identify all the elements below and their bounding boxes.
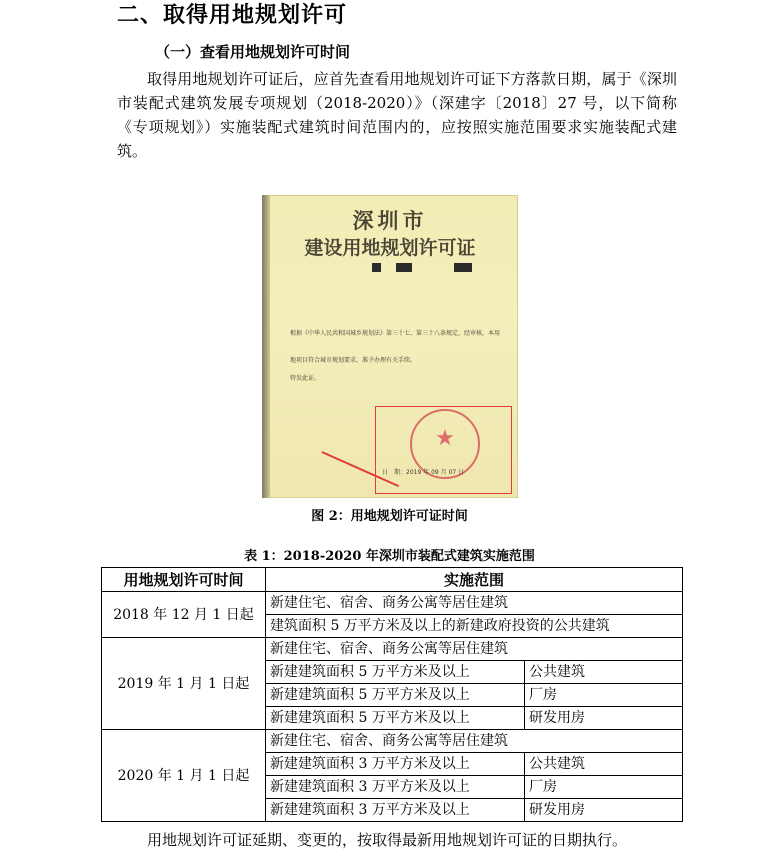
section-heading: 二、取得用地规划许可: [117, 3, 348, 28]
building-type-cell: 厂房: [525, 776, 683, 799]
table-header-row: [102, 568, 683, 592]
redaction-mark: [454, 263, 472, 272]
area-cell: 新建建筑面积 5 万平方米及以上: [266, 684, 525, 707]
subsection-heading: （一）查看用地规划许可时间: [155, 43, 351, 61]
date-cell: 2018 年 12 月 1 日起: [102, 592, 266, 638]
certificate-title: 建设用地规划许可证: [304, 237, 476, 259]
building-type-cell: 厂房: [525, 684, 683, 707]
certificate-photo: [262, 195, 518, 498]
column-header: 用地规划许可时间: [102, 568, 266, 592]
area-cell: 新建建筑面积 5 万平方米及以上: [266, 707, 525, 730]
date-cell: 2020 年 1 月 1 日起: [102, 730, 266, 822]
figure-caption: 图 2：用地规划许可证时间: [311, 509, 468, 524]
scope-cell: 新建住宅、宿舍、商务公寓等居住建筑: [266, 638, 683, 661]
table-row: [102, 730, 683, 753]
column-header: 实施范围: [266, 568, 683, 592]
table-title: 表 1：2018-2020 年深圳市装配式建筑实施范围: [244, 549, 535, 564]
building-type-cell: 研发用房: [525, 799, 683, 822]
footer-note: 用地规划许可证延期、变更的，按取得最新用地规划许可证的日期执行。: [147, 831, 628, 849]
redaction-mark: [396, 263, 412, 272]
table-row: [102, 638, 683, 661]
certificate-issue-text: 特发此证。: [290, 375, 321, 382]
table-row: [102, 592, 683, 615]
scope-cell: 建筑面积 5 万平方米及以上的新建政府投资的公共建筑: [266, 615, 683, 638]
implementation-scope-table: [101, 567, 683, 822]
building-type-cell: 研发用房: [525, 707, 683, 730]
certificate-body-text: 根据《中华人民共和国城乡规划法》第三十七、第三十八条规定，经审核，本用地项目符合城市规划要求，准予办理有关手续。: [290, 330, 501, 364]
building-type-cell: 公共建筑: [525, 661, 683, 684]
area-cell: 新建建筑面积 3 万平方米及以上: [266, 776, 525, 799]
certificate-date: 日 期：2019 年 09 月 07 日: [382, 469, 465, 476]
area-cell: 新建建筑面积 3 万平方米及以上: [266, 799, 525, 822]
date-highlight-box: [375, 406, 512, 494]
seal-star-icon: ★: [435, 426, 455, 451]
intro-paragraph: 取得用地规划许可证后，应首先查看用地规划许可证下方落款日期，属于《深圳市装配式建筑发展专项规划（2018-2020）》（深建字〔2018〕27 号，以下简称《专项规划》）实施装配式建筑时间范围内的，应按照实施范围要求实施装配式建筑。: [117, 70, 677, 160]
scope-cell: 新建住宅、宿舍、商务公寓等居住建筑: [266, 592, 683, 615]
scope-cell: 新建住宅、宿舍、商务公寓等居住建筑: [266, 730, 683, 753]
area-cell: 新建建筑面积 5 万平方米及以上: [266, 661, 525, 684]
building-type-cell: 公共建筑: [525, 753, 683, 776]
date-cell: 2019 年 1 月 1 日起: [102, 638, 266, 730]
certificate-city: 深圳市: [352, 209, 428, 233]
redaction-mark: [372, 263, 381, 272]
area-cell: 新建建筑面积 3 万平方米及以上: [266, 753, 525, 776]
